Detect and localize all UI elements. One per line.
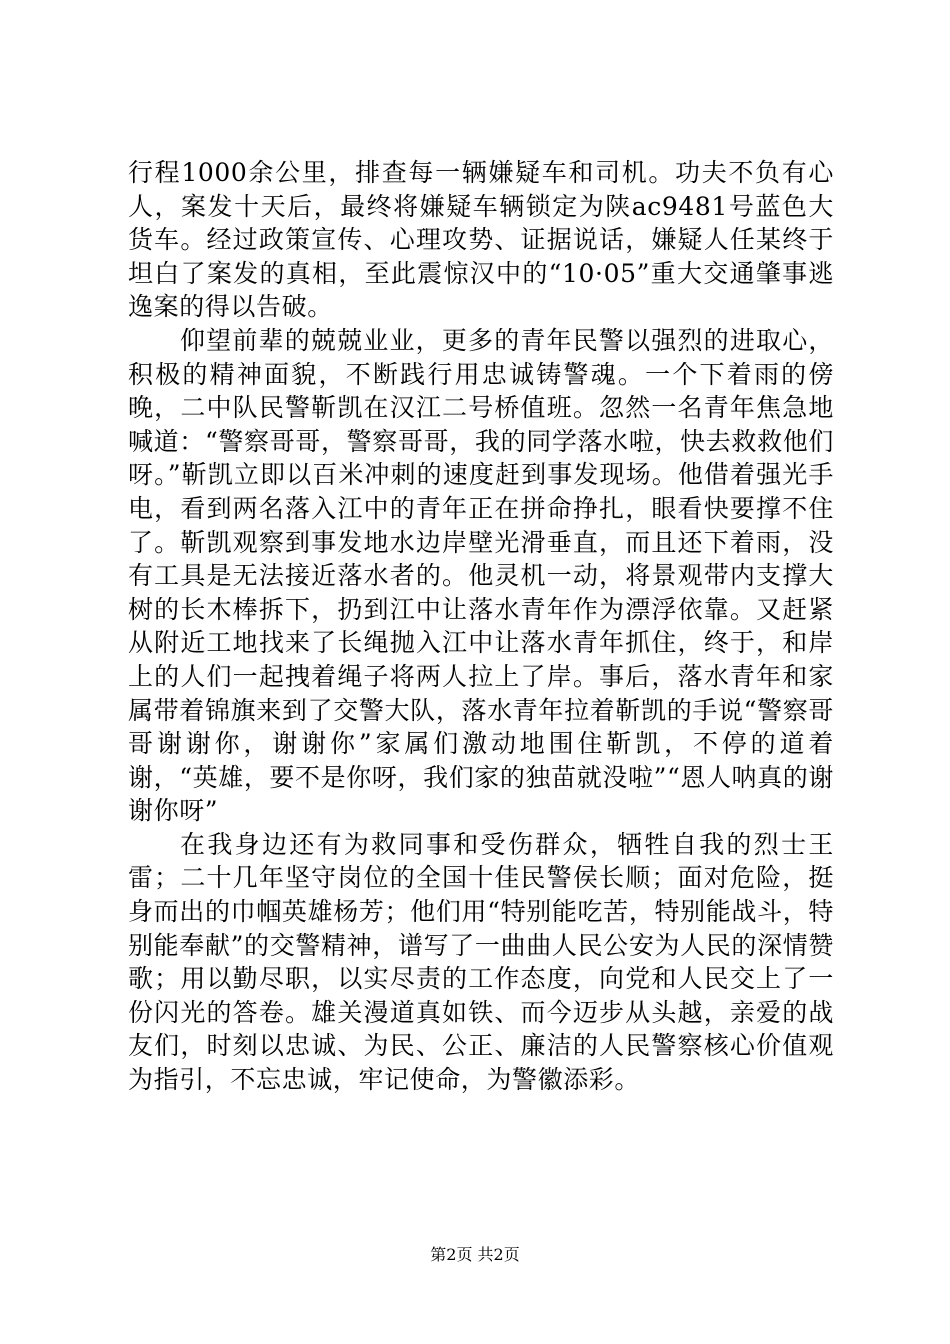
document-body [128, 156, 834, 1097]
page-footer: 第2页 共2页 [430, 1245, 520, 1264]
paragraph-jinkai-rescue: 仰望前辈的兢兢业业，更多的青年民警以强烈的进取心，积极的精神面貌，不断践行用忠诚铸警魂。一个下着雨的傍晚，二中队民警靳凯在汉江二号桥值班。忽然一名青年焦急地喊道：“警察哥哥，警察哥哥，我的同学落水啦，快去救救他们呀。”靳凯立即以百米冲刺的速度赶到事发现场。他借着强光手电，看到两名落入江中的青年正在拼命挣扎，眼看快要撑不住了。靳凯观察到事发地水边岸壁光滑垂直，而且还下着雨，没有工具是无法接近落水者的。他灵机一动，将景观带内支撑大树的长木棒拆下，扔到江中让落水青年作为漂浮依靠。又赶紧从附近工地找来了长绳抛入江中让落水青年抓住，终于，和岸上的人们一起拽着绳子将两人拉上了岸。事后，落水青年和家属带着锦旗来到了交警大队，落水青年拉着靳凯的手说“警察哥哥谢谢你，谢谢你”家属们激动地围住靳凯，不停的道着谢，“英雄，要不是你呀，我们家的独苗就没啦”“恩人呐真的谢谢你呀” [128, 325, 834, 826]
paragraph-conclusion: 在我身边还有为救同事和受伤群众，牺牲自我的烈士王雷；二十几年坚守岗位的全国十佳民警侯长顺；面对危险，挺身而出的巾帼英雄杨芳；他们用“特别能吃苦，特别能战斗，特别能奉献”的交警精神，谱写了一曲曲人民公安为人民的深情赞歌；用以勤尽职，以实尽责的工作态度，向党和人民交上了一份闪光的答卷。雄关漫道真如铁、而今迈步从头越，亲爱的战友们，时刻以忠诚、为民、公正、廉洁的人民警察核心价值观为指引，不忘忠诚，牢记使命，为警徽添彩。 [128, 829, 834, 1095]
paragraph-continuation: 行程1000余公里，排查每一辆嫌疑车和司机。功夫不负有心人，案发十天后，最终将嫌疑车辆锁定为陕ac9481号蓝色大货车。经过政策宣传、心理攻势、证据说话，嫌疑人任某终于坦白了案发的真相，至此震惊汉中的“10·05”重大交通肇事逃逸案的得以告破。 [128, 158, 834, 322]
